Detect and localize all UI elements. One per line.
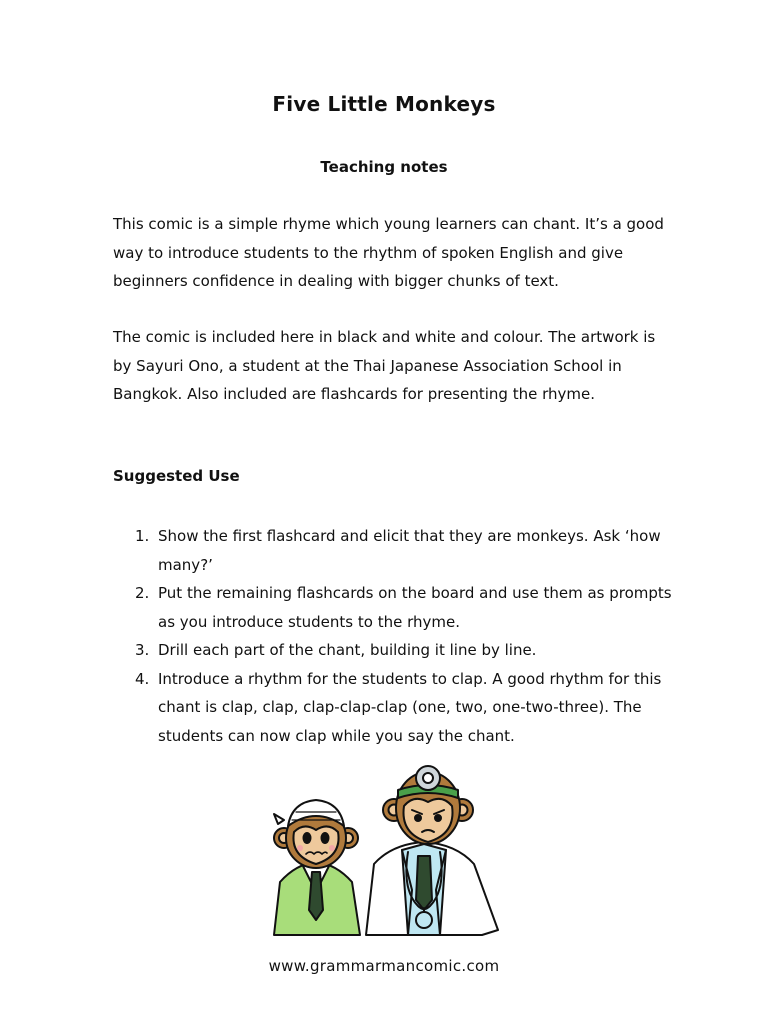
list-item-text: Show the first flashcard and elicit that they are monkeys. Ask ‘how many?’ — [158, 527, 661, 574]
list-number: 4. — [135, 669, 150, 688]
list-item — [113, 636, 673, 665]
injured-monkey-icon — [274, 800, 360, 935]
artwork-paragraph: The comic is included here in black and white and colour. The artwork is by Sayuri Ono, a student at the Thai Japanese Association School in Bangkok. Also included are flashcards for presenting the rhyme. — [113, 328, 656, 403]
subtitle: Teaching notes — [320, 158, 448, 176]
list-item — [113, 579, 673, 636]
list-item — [113, 522, 673, 579]
list-number: 2. — [135, 584, 150, 602]
intro-paragraph: This comic is a simple rhyme which young learners can chant. It’s a good way to introduce students to the rhythm of spoken English and give beginners confidence in dealing with bigger chunks of text. — [113, 215, 664, 290]
list-item — [113, 665, 673, 751]
list-number: 1. — [135, 527, 150, 545]
list-number: 3. — [135, 641, 150, 659]
list-item-text: Put the remaining flashcards on the board and use them as prompts as you introduce students to the rhyme. — [158, 584, 672, 631]
footer-url[interactable]: www.grammarmancomic.com — [268, 957, 500, 975]
steps-list — [113, 522, 673, 750]
list-item-text: Drill each part of the chant, building it line by line. — [158, 641, 537, 659]
list-item-text: Introduce a rhythm for the students to clap. A good rhythm for this chant is clap, clap, clap-clap-clap (one, two, one-two-three). The students can now clap while you say the chant. — [158, 669, 662, 745]
section-heading: Suggested Use — [113, 467, 240, 485]
page-title: Five Little Monkeys — [272, 92, 496, 116]
monkeys-illustration — [262, 760, 506, 938]
doctor-monkey-icon — [366, 766, 498, 935]
